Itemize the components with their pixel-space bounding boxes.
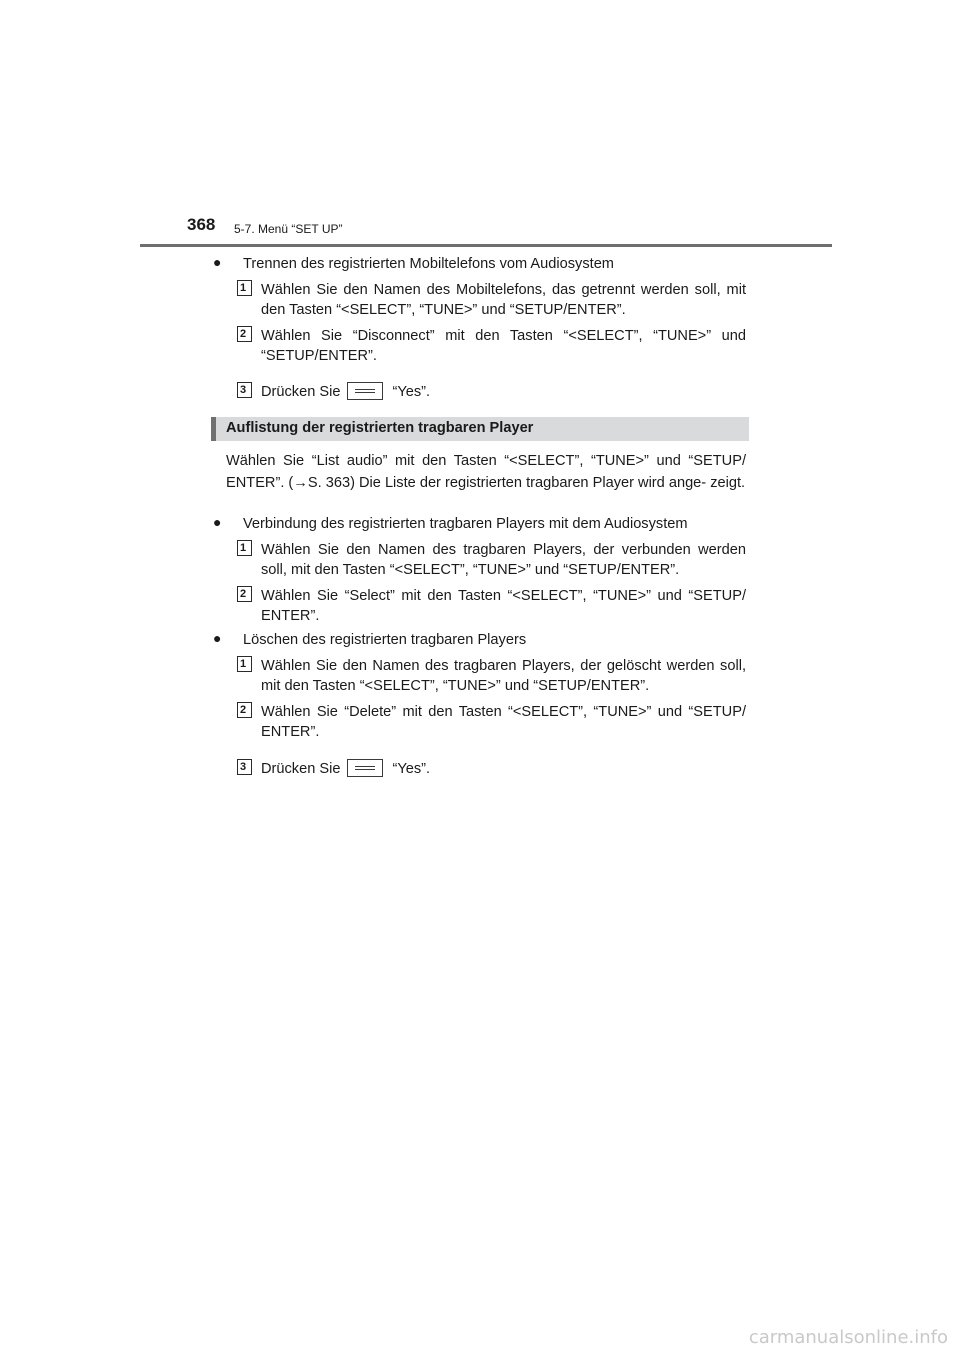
tune-knob-icon xyxy=(347,382,383,400)
step-text: Wählen Sie “Select” mit den Tasten “<SELECT”, “TUNE>” und “SETUP/ ENTER”. xyxy=(261,588,746,624)
step-text xyxy=(261,382,746,402)
step-text: Wählen Sie den Namen des tragbaren Players, der gelöscht werden soll, mit den Tasten “<SELECT”, “TUNE>” und “SETUP/ENTER”. xyxy=(261,658,746,694)
subsection-intro: Wählen Sie “List audio” mit den Tasten “<SELECT”, “TUNE>” und “SETUP/ ENTER”. (→S. 363) Die Liste der registrierten tragbaren Player wird ange- zeigt. xyxy=(226,453,746,491)
step-number-badge: 3 xyxy=(237,759,252,775)
step-prefix: Drücken Sie xyxy=(261,384,341,400)
step-text xyxy=(261,759,746,779)
step-text: Wählen Sie den Namen des tragbaren Players, der verbunden werden soll, mit den Tasten “<SELECT”, “TUNE>” und “SETUP/ENTER”. xyxy=(261,542,746,578)
step-number-badge: 2 xyxy=(237,326,252,342)
bullet-icon: ● xyxy=(213,254,222,270)
bullet-icon: ● xyxy=(213,630,222,646)
header-rule xyxy=(140,244,832,247)
tune-knob-icon xyxy=(347,759,383,777)
step-number-badge: 1 xyxy=(237,540,252,556)
step-text: Wählen Sie “Delete” mit den Tasten “<SELECT”, “TUNE>” und “SETUP/ ENTER”. xyxy=(261,704,746,740)
step-text: Wählen Sie “Disconnect” mit den Tasten “<SELECT”, “TUNE>” und “SETUP/ENTER”. xyxy=(261,328,746,364)
section-title: 5-7. Menü “SET UP” xyxy=(234,222,343,236)
step-prefix: Drücken Sie xyxy=(261,761,341,777)
bullet-heading: Löschen des registrierten tragbaren Players xyxy=(243,632,527,648)
step-suffix: “Yes”. xyxy=(392,384,431,400)
step-text: Wählen Sie den Namen des Mobiltelefons, das getrennt werden soll, mit den Tasten “<SELECT”, “TUNE>” und “SETUP/ENTER”. xyxy=(261,282,746,318)
step-number-badge: 1 xyxy=(237,280,252,296)
step-suffix: “Yes”. xyxy=(392,761,431,777)
step-number-badge: 2 xyxy=(237,586,252,602)
subsection-header xyxy=(211,417,749,441)
step-number-badge: 1 xyxy=(237,656,252,672)
subsection-title: Auflistung der registrierten tragbaren Player xyxy=(226,420,534,436)
bullet-heading: Trennen des registrierten Mobiltelefons vom Audiosystem xyxy=(243,256,614,272)
step-number-badge: 2 xyxy=(237,702,252,718)
watermark: carmanualsonline.info xyxy=(748,1327,948,1348)
bullet-icon: ● xyxy=(213,514,222,530)
step-number-badge: 3 xyxy=(237,382,252,398)
bullet-heading: Verbindung des registrierten tragbaren Players mit dem Audiosystem xyxy=(243,516,688,532)
page-number: 368 xyxy=(187,215,216,234)
